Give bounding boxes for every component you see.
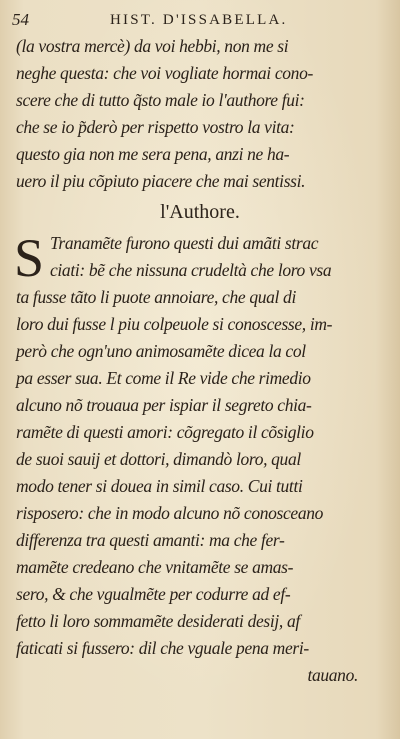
running-head: HIST. D'ISSABELLA.	[110, 11, 288, 28]
text-line: de suoi sauij et dottori, dimandò loro, qual	[16, 449, 301, 469]
text-line: però che ogn'uno animosamẽte dicea la col	[16, 341, 306, 361]
text-line: loro dui fusse l piu colpeuole si conoscesse, im-	[16, 314, 333, 334]
text-line: sero, & che vgualmẽte per codurre ad ef-	[16, 584, 291, 604]
text-line: alcuno nõ trouaua per ispiar il segreto chia-	[16, 395, 312, 415]
text-line: uero il piu cõpiuto piacere che mai sentissi.	[16, 171, 306, 191]
text-line: risposero: che in modo alcuno nõ conosceano	[16, 503, 324, 523]
text-line: che se io p̃derò per rispetto vostro la vita:	[16, 117, 295, 137]
text-line: ta fusse tãto li puote annoiare, che qual di	[16, 287, 296, 307]
text-line-last: tauano.	[307, 665, 358, 685]
text-block-upper	[16, 33, 388, 195]
section-title: l'Authore.	[160, 201, 240, 223]
text-line: ramẽte di questi amori: cõgregato il cõsiglio	[16, 422, 314, 442]
text-line: mamẽte credeano che vnitamẽte se amas-	[16, 557, 294, 577]
page-number: 54	[12, 10, 29, 29]
text-line: ciati: bẽ che nissuna crudeltà che loro vsa	[50, 260, 332, 280]
text-line: faticati si fussero: dil che vguale pena meri-	[16, 638, 309, 658]
text-line: pa esser sua. Et come il Re vide che rimedio	[16, 368, 311, 388]
text-line: Tranamẽte furono questi dui amãti strac	[50, 233, 319, 253]
text-line: neghe questa: che voi vogliate hormai cono-	[16, 63, 313, 83]
text-line: scere che di tutto q̃sto male io l'authore fui:	[16, 90, 305, 110]
text-line: differenza tra questi amanti: ma che fer-	[16, 530, 285, 550]
drop-cap-initial: S	[14, 228, 45, 288]
text-line: (la vostra mercè) da voi hebbi, non me si	[16, 36, 289, 56]
text-block-lower	[16, 230, 388, 689]
page-header	[12, 6, 386, 34]
text-line: modo tener si douea in simil caso. Cui tutti	[16, 476, 303, 496]
text-line: questo gia non me sera pena, anzi ne ha-	[16, 144, 290, 164]
text-line: fetto li loro sommamẽte desiderati desij, af	[16, 611, 300, 631]
